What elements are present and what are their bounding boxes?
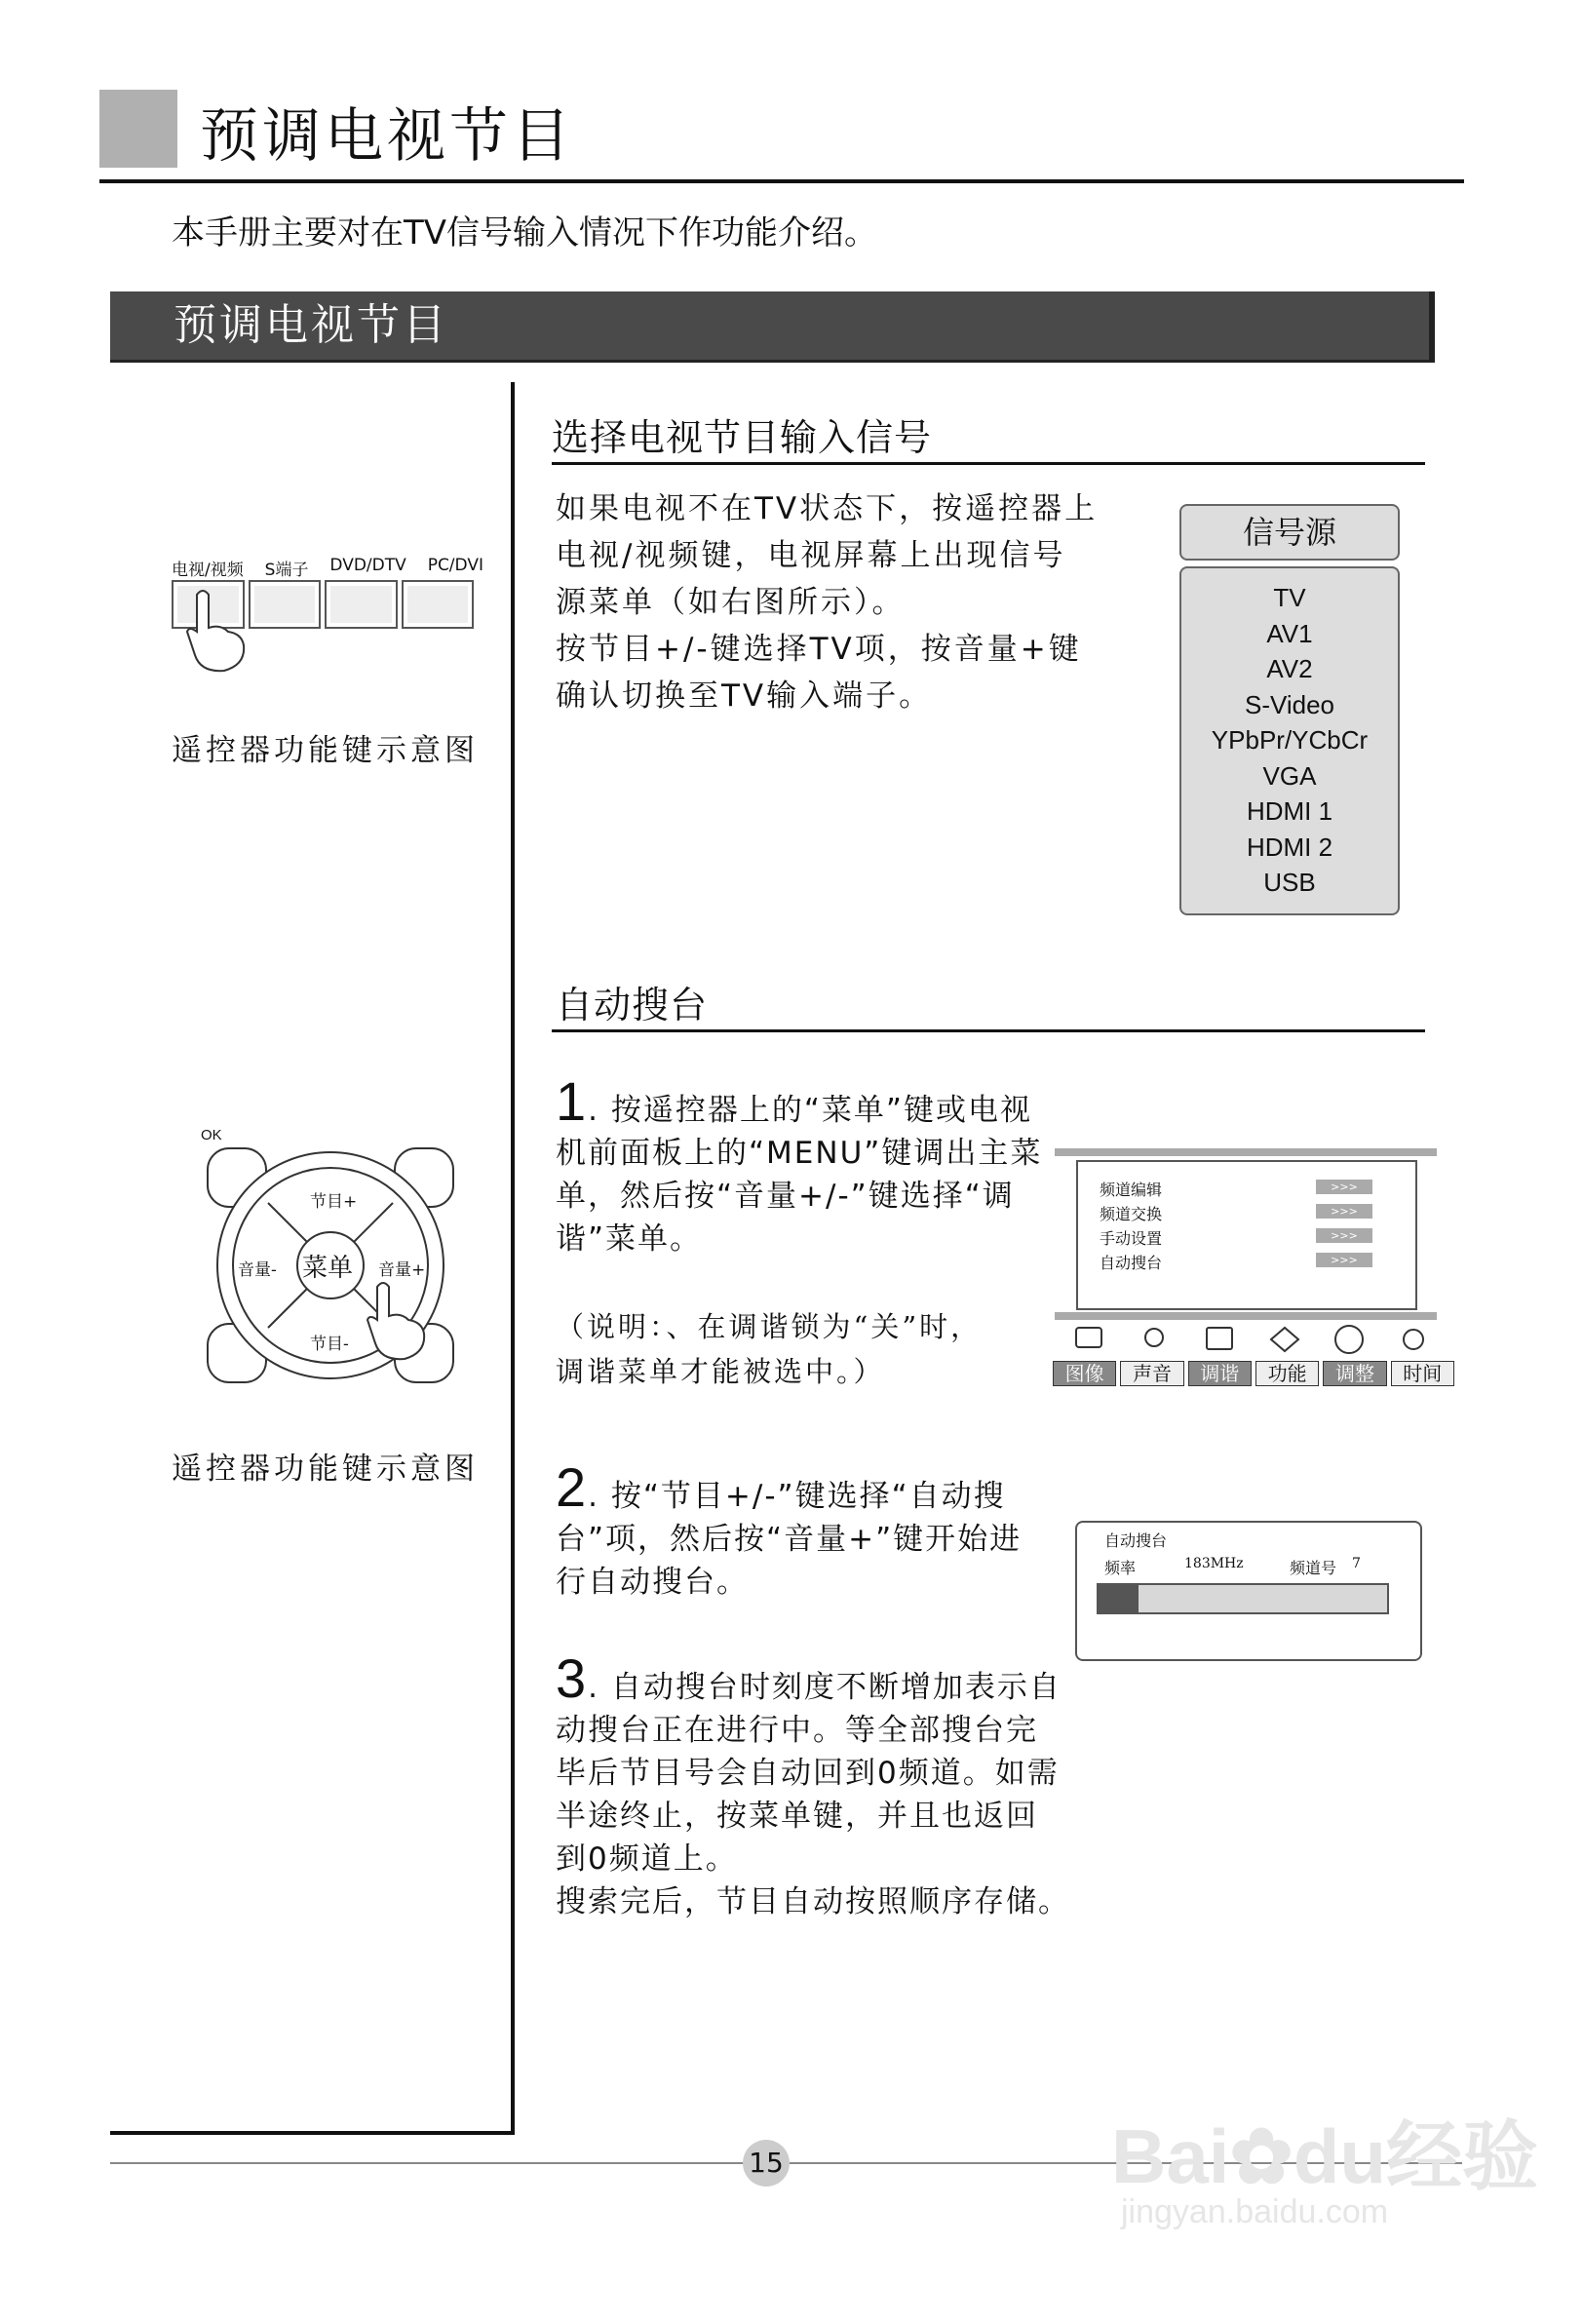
tuning-item-channel-swap[interactable]: 频道交换: [1100, 1205, 1163, 1223]
key-label: S端子: [264, 561, 309, 580]
function-icon: [1271, 1328, 1298, 1351]
arrow-button[interactable]: >>>: [1316, 1180, 1372, 1194]
footer-rule-left: [110, 2162, 744, 2164]
source-item[interactable]: USB: [1263, 868, 1316, 897]
dpad-menu-label[interactable]: 菜单: [302, 1254, 354, 1283]
key-label: PC/DVI: [427, 556, 483, 575]
step1-line: 谐”菜单。: [556, 1221, 703, 1257]
intro-text: 本手册主要对在TV信号输入情况下作功能介绍。: [172, 213, 878, 252]
source-item[interactable]: YPbPr/YCbCr: [1211, 725, 1369, 755]
source-item[interactable]: HDMI 1: [1246, 796, 1333, 826]
sound-icon: [1145, 1329, 1163, 1346]
s-video-key[interactable]: [249, 580, 322, 629]
watermark-logo: [1111, 2096, 1538, 2205]
menu-tabs: [1053, 1361, 1454, 1386]
arrow-button[interactable]: >>>: [1316, 1253, 1372, 1267]
input-heading: 选择电视节目输入信号: [552, 416, 933, 459]
title-rule: [99, 179, 1464, 183]
para-line: 源菜单（如右图所示）。: [556, 585, 906, 620]
tuning-item-auto[interactable]: 自动搜台: [1100, 1254, 1163, 1272]
tab-picture[interactable]: 图像: [1053, 1361, 1116, 1386]
para-line: 如果电视不在TV状态下，按遥控器上: [556, 491, 1099, 526]
step2-number: 2: [556, 1456, 589, 1518]
channel-label: 频道号: [1290, 1559, 1337, 1577]
section-title: 预调电视节目: [174, 300, 448, 350]
paw-icon: ✿: [1229, 2113, 1293, 2199]
wm-cn: 经验: [1386, 2113, 1539, 2199]
step1-line: 单，然后按“音量+/-”键选择“调: [556, 1179, 1015, 1214]
note-line: （说明：、在调谐锁为“关”时，: [556, 1310, 983, 1343]
source-item[interactable]: AV2: [1266, 654, 1313, 683]
source-item[interactable]: AV1: [1266, 618, 1313, 648]
wm-brand: Bai: [1111, 2113, 1230, 2199]
source-item[interactable]: TV: [1273, 583, 1306, 612]
step3-line: 动搜台正在进行中。等全部搜台完: [556, 1713, 1038, 1748]
tuning-item-channel-edit[interactable]: 频道编辑: [1100, 1181, 1163, 1199]
key-label: 电视/视频: [172, 561, 244, 580]
key-labels: [172, 556, 483, 580]
tab-tuning[interactable]: 调谐: [1188, 1361, 1252, 1386]
channel-value: 7: [1352, 1556, 1361, 1571]
clock-icon: [1404, 1330, 1423, 1349]
scan-progress-fill: [1099, 1585, 1139, 1612]
arrow-button[interactable]: >>>: [1316, 1204, 1372, 1219]
step2-line: 台”项，然后按“音量+”键开始进: [556, 1522, 1023, 1557]
ok-label: OK: [201, 1127, 222, 1143]
column-divider: [511, 382, 515, 2135]
freq-value: 183MHz: [1184, 1556, 1244, 1571]
watermark-url: jingyan.baidu.com: [1121, 2193, 1389, 2230]
para-line: 按节目+/-键选择TV项，按音量+键: [556, 632, 1082, 667]
source-item[interactable]: HDMI 2: [1246, 832, 1333, 862]
title-marker: [99, 90, 177, 168]
step1: [556, 1070, 1043, 1260]
step3-number: 3: [556, 1647, 589, 1709]
menu-mid-bar: [1055, 1312, 1437, 1320]
key-label: DVD/DTV: [329, 556, 406, 575]
scan-title: 自动搜台: [1104, 1531, 1168, 1550]
step1-line: . 按遥控器上的“菜单”键或电视: [588, 1093, 1032, 1128]
section-bar: [110, 291, 1435, 363]
step3: [556, 1647, 1070, 1923]
menu-icon-strip: [1062, 1322, 1433, 1363]
adjust-icon: [1335, 1326, 1363, 1353]
dpad-left-label[interactable]: 音量-: [238, 1260, 277, 1280]
auto-heading-rule: [552, 1029, 1425, 1032]
tab-adjust[interactable]: 调整: [1323, 1361, 1386, 1386]
source-menu: [1179, 504, 1400, 915]
para-line: 确认切换至TV输入端子。: [556, 678, 933, 714]
tuning-icon: [1207, 1328, 1232, 1349]
input-paragraph: [556, 485, 1098, 719]
step2: [556, 1456, 1023, 1604]
menu-top-bar: [1055, 1148, 1437, 1156]
wm-brand2: du: [1293, 2113, 1387, 2199]
source-menu-title: 信号源: [1179, 504, 1400, 561]
tuning-menu: [1076, 1160, 1417, 1310]
dpad-up-label[interactable]: 节目+: [310, 1192, 358, 1212]
picture-icon: [1076, 1328, 1101, 1347]
step3-line: 毕后节目号会自动回到0频道。如需: [556, 1756, 1060, 1791]
tab-time[interactable]: 时间: [1391, 1361, 1454, 1386]
left-bottom-rule: [110, 2131, 515, 2135]
step3-line: 搜索完后，节目自动按照顺序存储。: [556, 1884, 1070, 1919]
pointing-hand-icon: [175, 585, 253, 673]
arrow-button[interactable]: >>>: [1316, 1228, 1372, 1243]
caption-keys: 遥控器功能键示意图: [172, 733, 479, 768]
step2-line: 行自动搜台。: [556, 1565, 749, 1600]
step3-line: 半途终止，按菜单键，并且也返回: [556, 1799, 1038, 1834]
auto-heading: 自动搜台: [556, 984, 709, 1026]
step3-line: 到0频道上。: [556, 1841, 738, 1877]
scan-progress-track: [1097, 1583, 1389, 1614]
dpad-down-label[interactable]: 节目-: [310, 1335, 349, 1354]
pc-dvi-key[interactable]: [402, 580, 475, 629]
input-heading-rule: [552, 462, 1425, 465]
source-item[interactable]: S-Video: [1244, 689, 1335, 719]
scan-box: [1075, 1521, 1422, 1661]
para-line: 电视/视频键，电视屏幕上出现信号: [556, 538, 1066, 573]
step2-line: . 按“节目+/-”键选择“自动搜: [588, 1479, 1006, 1514]
tab-sound[interactable]: 声音: [1120, 1361, 1183, 1386]
caption-dpad: 遥控器功能键示意图: [172, 1452, 479, 1487]
step1-number: 1: [556, 1070, 589, 1132]
page-number: 15: [743, 2140, 790, 2187]
dvd-dtv-key[interactable]: [325, 580, 398, 629]
page-title: 预调电视节目: [200, 102, 574, 171]
tab-function[interactable]: 功能: [1255, 1361, 1319, 1386]
freq-label: 频率: [1104, 1559, 1137, 1577]
step1-line: 机前面板上的“MENU”键调出主菜: [556, 1136, 1043, 1171]
note-line: 调谐菜单才能被选中。）: [556, 1355, 885, 1388]
source-menu-list: [1179, 566, 1400, 915]
note: [556, 1304, 982, 1394]
dpad-right-label[interactable]: 音量+: [378, 1260, 426, 1280]
step3-line: . 自动搜台时刻度不断增加表示自: [588, 1670, 1062, 1705]
source-item[interactable]: VGA: [1262, 760, 1317, 791]
tuning-item-manual[interactable]: 手动设置: [1100, 1229, 1163, 1248]
